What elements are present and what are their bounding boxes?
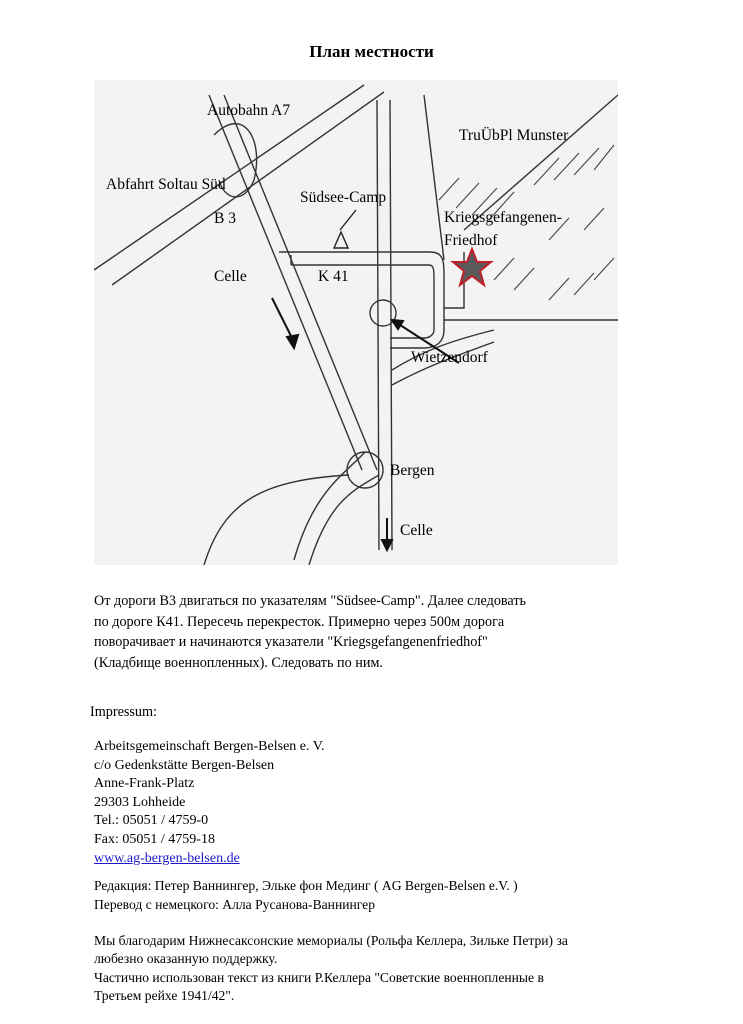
label-b3: B 3: [214, 210, 236, 227]
label-friedhof-line1: Kriegsgefangenen-: [444, 209, 562, 226]
label-truebpl: TruÜbPl Munster: [459, 127, 569, 144]
map-drawing: [94, 80, 618, 565]
thanks-line: Частично использован текст из книги Р.Келлера "Советские военнопленные в: [94, 969, 544, 985]
directions-text: [94, 591, 654, 673]
location-map: [94, 80, 618, 565]
directions-line: (Кладбище военнопленных). Следовать по ним.: [94, 654, 383, 671]
translation-line: Перевод с немецкого: Алла Русанова-Ваннингер: [94, 896, 376, 912]
thanks-line: любезно оказанную поддержку.: [94, 951, 278, 967]
editors-block: [94, 877, 518, 914]
label-friedhof-line2: Friedhof: [444, 232, 498, 249]
address-line: 29303 Lohheide: [94, 794, 186, 810]
label-abfahrt: Abfahrt Soltau Süd: [106, 176, 226, 193]
address-line: Fax: 05051 / 4759-18: [94, 831, 215, 847]
address-line: Tel.: 05051 / 4759-0: [94, 813, 209, 829]
label-bergen: Bergen: [390, 462, 435, 479]
address-line: c/o Gedenkstätte Bergen-Belsen: [94, 757, 275, 773]
label-autobahn: Autobahn A7: [207, 102, 291, 119]
directions-line: От дороги В3 двигаться по указателям "Südsee-Camp". Далее следовать: [94, 593, 527, 609]
editors-line: Редакция: Петер Ваннингер, Эльке фон Мединг ( AG Bergen-Belsen e.V. ): [94, 878, 518, 893]
address-line: Anne-Frank-Platz: [94, 776, 195, 792]
impressum-address: [94, 738, 325, 868]
label-k41: K 41: [318, 268, 349, 285]
page-title: План местности: [309, 42, 434, 61]
directions-line: по дороге К41. Пересечь перекресток. Примерно через 500м дорога: [94, 613, 505, 630]
website-link[interactable]: www.ag-bergen-belsen.de: [94, 850, 240, 866]
thanks-line: Мы благодарим Нижнесаксонские мемориалы (Рольфа Келлера, Зильке Петри) за: [94, 933, 568, 948]
label-wietzendorf: Wietzendorf: [411, 349, 488, 366]
label-celle-upper: Celle: [214, 268, 247, 285]
thanks-line: Третьем рейхе 1941/42".: [94, 988, 235, 1004]
thanks-block: [94, 932, 674, 1006]
directions-line: поворачивает и начинаются указатели "Kriegsgefangenenfriedhof": [94, 634, 488, 650]
label-suedsee-camp: Südsee-Camp: [300, 189, 387, 206]
impressum-title: Impressum:: [90, 704, 157, 720]
label-celle-lower: Celle: [400, 522, 433, 539]
address-line: Arbeitsgemeinschaft Bergen-Belsen e. V.: [94, 739, 325, 754]
